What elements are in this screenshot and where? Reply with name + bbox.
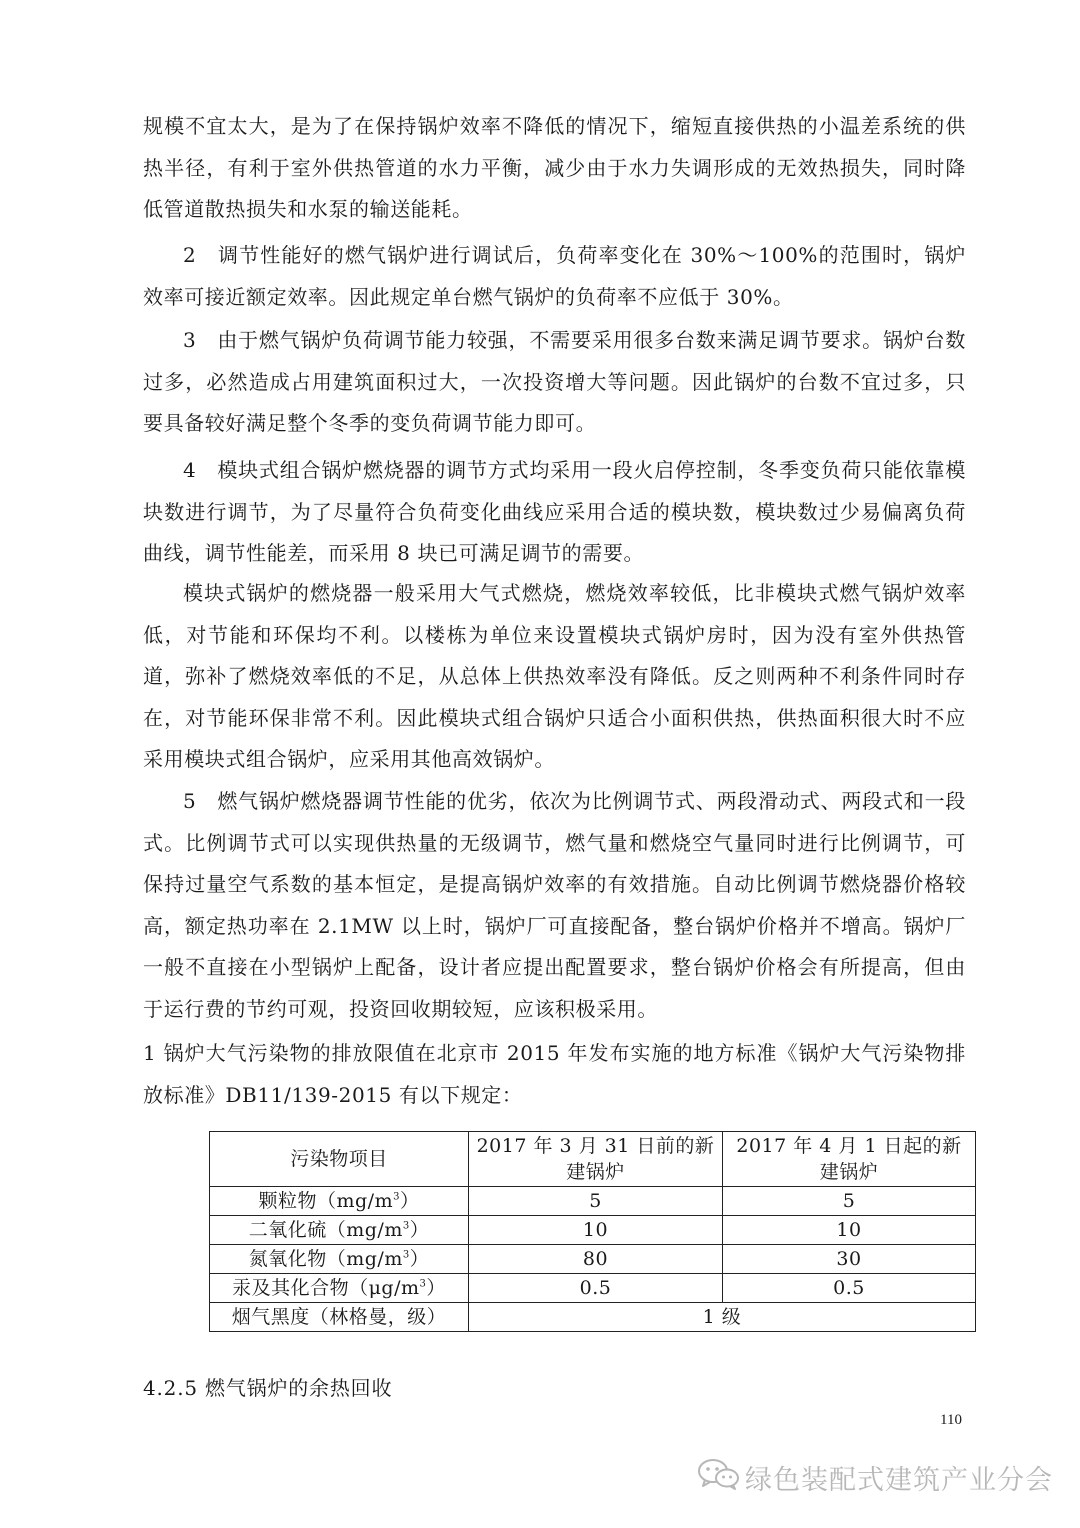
limit-before-cell: 10	[469, 1216, 723, 1245]
limit-before-cell: 80	[469, 1245, 723, 1274]
limit-after-cell: 0.5	[723, 1274, 976, 1303]
paragraph: 1 锅炉大气污染物的排放限值在北京市 2015 年发布实施的地方标准《锅炉大气污染物排放标准》DB11/139-2015 有以下规定：	[143, 1041, 966, 1107]
limit-after-cell: 10	[723, 1216, 976, 1245]
watermark-text: 绿色装配式建筑产业分会	[745, 1465, 1053, 1496]
wechat-icon	[697, 1457, 745, 1498]
table-row	[210, 1274, 976, 1303]
paragraph: 规模不宜太大，是为了在保持锅炉效率不降低的情况下，缩短直接供热的小温差系统的供热半径，有利于室外供热管道的水力平衡，减少由于水力失调形成的无效热损失，同时降低管道散热损失和水泵的输送能耗。	[143, 114, 966, 221]
table-header-cell: 2017 年 3 月 31 日前的新建锅炉	[469, 1132, 723, 1187]
table-header-row	[210, 1132, 976, 1187]
pollutant-name-cell: 汞及其化合物$(\mu g/m^3)$	[210, 1274, 469, 1303]
limit-after-cell: 30	[723, 1245, 976, 1274]
section-heading: 4.2.5 燃气锅炉的余热回收	[143, 1376, 393, 1400]
watermark	[697, 1457, 1053, 1498]
merged-limit-cell: 1 级	[469, 1303, 976, 1332]
table-row	[210, 1187, 976, 1216]
table-header-cell: 污染物项目	[210, 1132, 469, 1187]
pollutant-name-cell: 氮氧化物$(mg/m^3)$	[210, 1245, 469, 1274]
pollutant-name-cell: 颗粒物$(mg/m^3)$	[210, 1187, 469, 1216]
paragraph: 模块式锅炉的燃烧器一般采用大气式燃烧，燃烧效率较低，比非模块式燃气锅炉效率低，对节能和环保均不利。以楼栋为单位来设置模块式锅炉房时，因为没有室外供热管道，弥补了燃烧效率低的不足，从总体上供热效率没有降低。反之则两种不利条件同时存在，对节能环保非常不利。因此模块式组合锅炉只适合小面积供热，供热面积很大时不应采用模块式组合锅炉，应采用其他高效锅炉。	[143, 581, 966, 771]
table-header-cell: 2017 年 4 月 1 日起的新建锅炉	[723, 1132, 976, 1187]
limit-before-cell: 0.5	[469, 1274, 723, 1303]
table-row	[210, 1303, 976, 1332]
table-row	[210, 1245, 976, 1274]
paragraph: 2 调节性能好的燃气锅炉进行调试后，负荷率变化在 30%～100%的范围时，锅炉效率可接近额定效率。因此规定单台燃气锅炉的负荷率不应低于 30%。	[143, 243, 966, 309]
pollutant-name-cell: 二氧化硫$(mg/m^3)$	[210, 1216, 469, 1245]
paragraph: 4 模块式组合锅炉燃烧器的调节方式均采用一段火启停控制，冬季变负荷只能依靠模块数进行调节，为了尽量符合负荷变化曲线应采用合适的模块数，模块数过少易偏离负荷曲线，调节性能差，而采用 8 块已可满足调节的需要。	[143, 458, 966, 565]
paragraph: 3 由于燃气锅炉负荷调节能力较强，不需要采用很多台数来满足调节要求。锅炉台数过多，必然造成占用建筑面积过大，一次投资增大等问题。因此锅炉的台数不宜过多，只要具备较好满足整个冬季的变负荷调节能力即可。	[143, 328, 966, 435]
limit-before-cell: 5	[469, 1187, 723, 1216]
table-row	[210, 1216, 976, 1245]
pollutant-name-cell: 烟气黑度（林格曼，级）	[210, 1303, 469, 1332]
pollutant-limits-table	[209, 1131, 976, 1332]
page-number: 110	[940, 1412, 962, 1428]
limit-after-cell: 5	[723, 1187, 976, 1216]
paragraph: 5 燃气锅炉燃烧器调节性能的优劣，依次为比例调节式、两段滑动式、两段式和一段式。比例调节式可以实现供热量的无级调节，燃气量和燃烧空气量同时进行比例调节，可保持过量空气系数的基本恒定，是提高锅炉效率的有效措施。自动比例调节燃烧器价格较高，额定热功率在 2.1MW 以上时，锅炉厂可直接配备，整台锅炉价格并不增高。锅炉厂一般不直接在小型锅炉上配备，设计者应提出配置要求，整台锅炉价格会有所提高，但由于运行费的节约可观，投资回收期较短，应该积极采用。	[143, 789, 966, 1021]
